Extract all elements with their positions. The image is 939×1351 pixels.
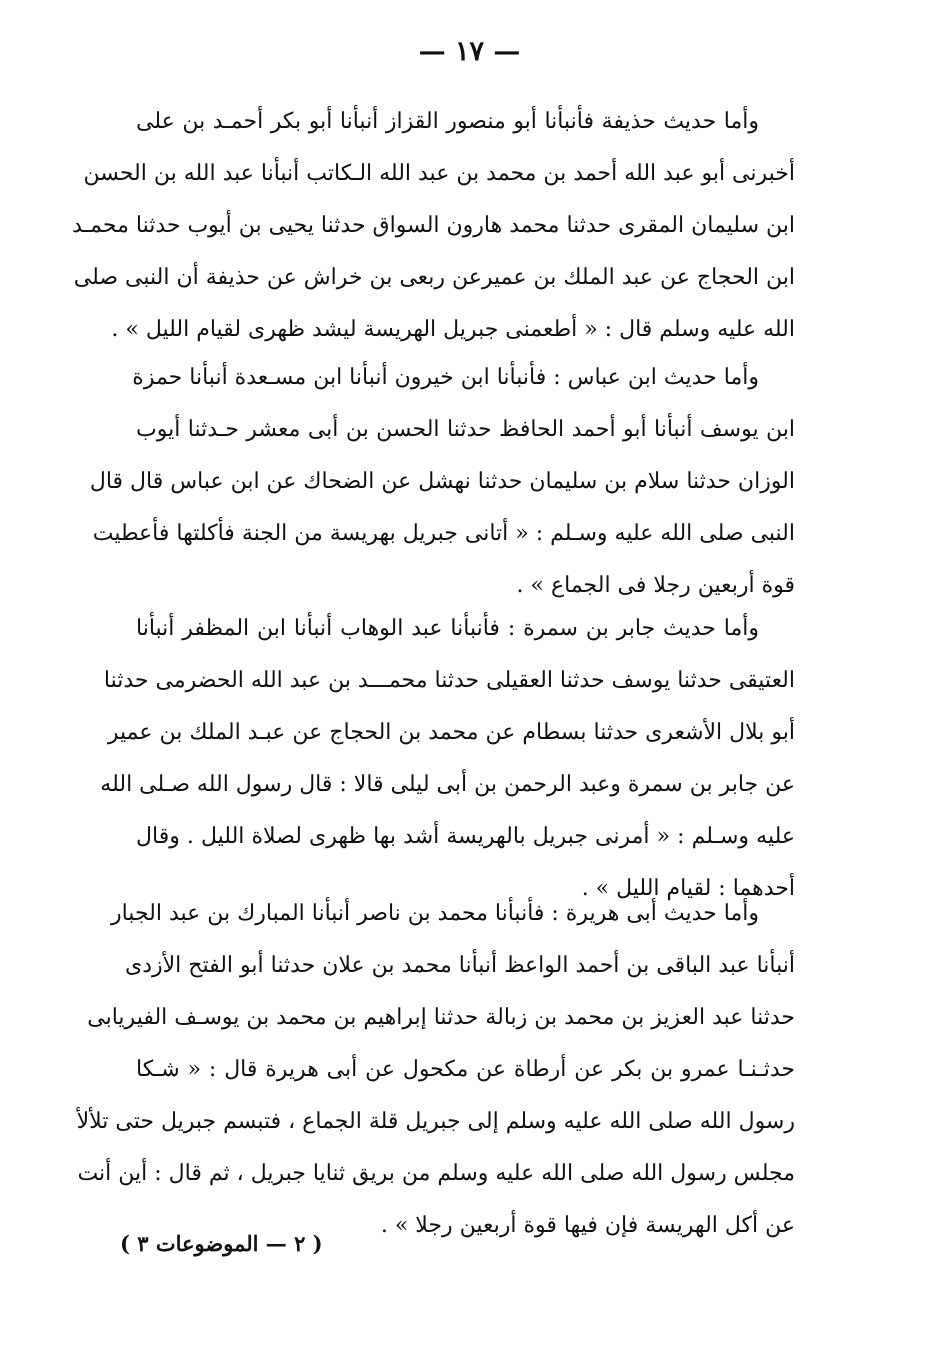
footer-signature: ( ٢ — الموضوعات ٣ ) <box>120 1231 323 1256</box>
text-line: وأما حديث أبى هريرة : فأنبأنا محمد بن ناصر أنبأنا المبارك بن عبد الجبار <box>110 901 759 926</box>
text-line: عن أكل الهريسة فإن فيها قوة أربعين رجلا » . <box>380 1213 795 1238</box>
text-line: حدثنا عبد العزيز بن محمد بن زبالة حدثنا إبراهيم بن محمد بن يوسـف الفيريابى <box>87 1005 795 1030</box>
paragraph-abu-hurayra <box>76 888 795 1252</box>
text-line: مجلس رسول الله صلى الله عليه وسلم من بريق ثنايا جبريل ، ثم قال : أين أنت <box>77 1161 795 1186</box>
text-line: قوة أربعين رجلا فى الجماع » . <box>516 573 795 598</box>
text-line: وأما حديث جابر بن سمرة : فأنبأنا عبد الوهاب أنبأنا ابن المظفر أنبأنا <box>136 616 759 641</box>
paragraph-jabir <box>100 603 795 915</box>
page-number: — ١٧ — <box>418 36 521 67</box>
text-line: وأما حديث حذيفة فأنبأنا أبو منصور القزاز أنبأنا أبو بكر أحمـد بن على <box>136 109 759 134</box>
text-line: حدثـنـا عمرو بن بكر عن أرطاة عن مكحول عن أبى هريرة قال : « شـكا <box>136 1057 795 1082</box>
text-line: رسول الله صلى الله عليه وسلم إلى جبريل قلة الجماع ، فتبسم جبريل حتى تلألأ <box>76 1109 795 1134</box>
text-line: ابن يوسف أنبأنا أبو أحمد الحافظ حدثنا الحسن بن أبى معشر حـدثنا أيوب <box>136 417 795 442</box>
text-line: أحدهما : لقيام الليل » . <box>581 876 795 901</box>
text-line: الوزان حدثنا سلام بن سليمان حدثنا نهشل عن الضحاك عن ابن عباس قال قال <box>89 469 795 494</box>
text-line: أنبأنا عبد الباقى بن أحمد الواعظ أنبأنا محمد بن علان حدثنا أبو الفتح الأزدى <box>124 953 795 978</box>
text-line: ابن سليمان المقرى حدثنا محمد هارون السواق حدثنا يحيى بن أيوب حدثنا محمـد <box>72 213 795 238</box>
text-line: الله عليه وسلم قال : « أطعمنى جبريل الهريسة ليشد ظهرى لقيام الليل » . <box>111 317 795 342</box>
paragraph-hudhayfa <box>72 96 795 356</box>
text-line: وأما حديث ابن عباس : فأنبأنا ابن خيرون أنبأنا ابن مسـعدة أنبأنا حمزة <box>132 365 759 390</box>
paragraph-ibn-abbas <box>89 352 795 612</box>
text-line: النبى صلى الله عليه وسـلم : « أتانى جبريل بهريسة من الجنة فأكلتها فأعطيت <box>92 521 795 546</box>
text-line: ابن الحجاج عن عبد الملك بن عميرعن ربعى بن خراش عن حذيفة أن النبى صلى <box>73 265 795 290</box>
text-line: العتيقى حدثنا يوسف حدثنا العقيلى حدثنا محمـــد بن عبد الله الحضرمى حدثنا <box>103 668 795 693</box>
text-line: عن جابر بن سمرة وعبد الرحمن بن أبى ليلى قالا : قال رسول الله صـلى الله <box>100 772 795 797</box>
text-line: أخبرنى أبو عبد الله أحمد بن محمد بن عبد الله الـكاتب أنبأنا عبد الله بن الحسن <box>83 161 795 186</box>
text-line: عليه وسـلم : « أمرنى جبريل بالهريسة أشد بها ظهرى لصلاة الليل . وقال <box>136 824 795 849</box>
text-line: أبو بلال الأشعرى حدثنا بسطام عن محمد بن الحجاج عن عبـد الملك بن عمير <box>107 720 795 745</box>
